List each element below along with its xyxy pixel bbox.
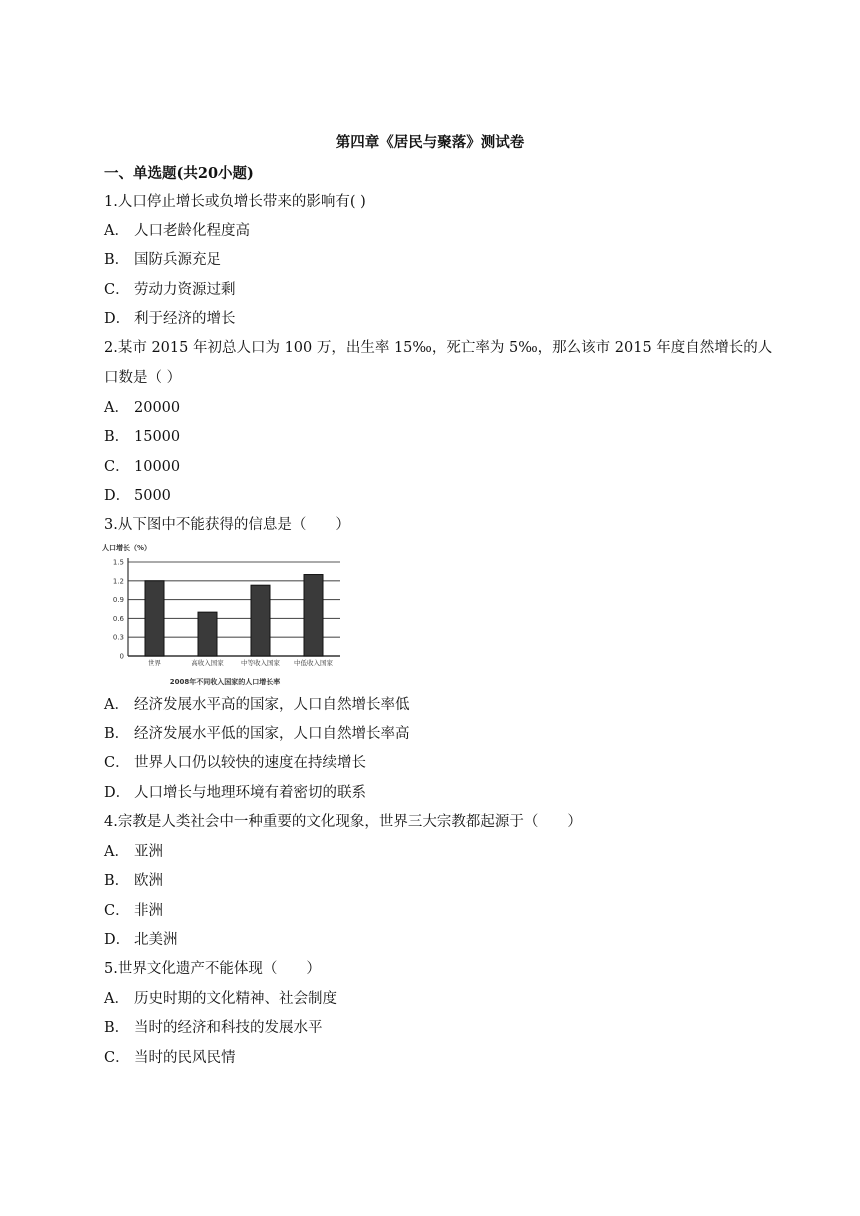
- answer-option: [104, 869, 163, 890]
- question-stem-line: 1.人口停止增长或负增长带来的影响有( ): [104, 194, 366, 210]
- y-tick-label: 0.3: [112, 633, 124, 642]
- option-text: 利于经济的增长: [134, 311, 236, 327]
- option-letter: D．: [104, 932, 131, 948]
- option-text: 人口增长与地理环境有着密切的联系: [134, 785, 366, 801]
- option-text: 亚洲: [134, 844, 163, 860]
- answer-option: [104, 1046, 236, 1067]
- option-text: 世界人口仍以较快的速度在持续增长: [134, 755, 366, 771]
- question-stem-line: 5.世界文化遗产不能体现（ ）: [104, 961, 321, 977]
- answer-option: [104, 396, 180, 417]
- option-text: 欧洲: [134, 873, 163, 889]
- answer-option: [104, 781, 366, 802]
- bar: [304, 575, 323, 656]
- option-letter: D．: [104, 785, 131, 801]
- option-text: 非洲: [134, 903, 163, 919]
- answer-option: [104, 278, 236, 299]
- answer-option: [104, 484, 171, 505]
- option-text: 历史时期的文化精神、社会制度: [134, 991, 337, 1007]
- option-letter: B．: [104, 726, 130, 742]
- option-letter: A．: [104, 223, 129, 239]
- answer-option: [104, 928, 178, 949]
- chart-labels: [148, 658, 334, 667]
- option-letter: A．: [104, 991, 129, 1007]
- question-stem-line: 2.某市 2015 年初总人口为 100 万，出生率 15‰，死亡率为 5‰，那么该市 2015 年度自然增长的人: [104, 340, 773, 356]
- answer-option: [104, 840, 163, 861]
- x-tick-label: 世界: [148, 659, 161, 667]
- option-letter: C．: [104, 1050, 130, 1066]
- option-text: 经济发展水平低的国家，人口自然增长率高: [134, 726, 410, 742]
- answer-option: [104, 219, 250, 240]
- x-tick-label: 高收入国家: [191, 659, 224, 667]
- option-letter: D．: [104, 311, 131, 327]
- option-text: 当时的经济和科技的发展水平: [134, 1020, 323, 1036]
- option-letter: C．: [104, 755, 130, 771]
- option-letter: B．: [104, 1020, 130, 1036]
- option-letter: C．: [104, 903, 130, 919]
- option-text: 当时的民风民情: [134, 1050, 236, 1066]
- answer-option: [104, 751, 366, 772]
- y-tick-label: 0.6: [112, 614, 124, 623]
- option-letter: B．: [104, 873, 130, 889]
- option-text: 10000: [134, 459, 181, 475]
- y-tick-label: 0.9: [112, 596, 124, 605]
- option-text: 5000: [134, 488, 171, 504]
- y-tick-label: 0: [119, 652, 124, 661]
- population-growth-chart: [100, 538, 350, 688]
- y-tick-label: 1.5: [112, 558, 124, 567]
- page-title: 第四章《居民与聚落》测试卷: [335, 134, 525, 151]
- question-stem-line: 3.从下图中不能获得的信息是（ ）: [104, 517, 350, 533]
- chart-ylabel: 人口增长（%）: [102, 544, 152, 552]
- option-letter: B．: [104, 429, 130, 445]
- option-letter: C．: [104, 459, 130, 475]
- chart-title: 2008年不同收入国家的人口增长率: [169, 678, 281, 686]
- bar: [251, 585, 270, 656]
- option-text: 北美洲: [134, 932, 178, 948]
- option-letter: B．: [104, 252, 130, 268]
- answer-option: [104, 722, 410, 743]
- option-text: 人口老龄化程度高: [134, 223, 250, 239]
- x-tick-label: 中等收入国家: [241, 659, 280, 667]
- option-text: 劳动力资源过剩: [134, 282, 236, 298]
- question-stem-line: 口数是（ ）: [104, 370, 182, 386]
- section-heading: 一、单选题(共20小题): [104, 165, 254, 182]
- option-text: 20000: [134, 400, 181, 416]
- answer-option: [104, 1016, 323, 1037]
- option-letter: A．: [104, 400, 129, 416]
- bar: [145, 581, 164, 656]
- x-tick-label: 中低收入国家: [294, 659, 333, 667]
- option-text: 国防兵源充足: [134, 252, 221, 268]
- option-letter: C．: [104, 282, 130, 298]
- question-stem-line: 4.宗教是人类社会中一种重要的文化现象，世界三大宗教都起源于（ ）: [104, 814, 582, 830]
- answer-option: [104, 987, 337, 1008]
- option-text: 经济发展水平高的国家，人口自然增长率低: [134, 697, 410, 713]
- option-letter: D．: [104, 488, 131, 504]
- answer-option: [104, 899, 163, 920]
- option-letter: A．: [104, 697, 129, 713]
- chart-bars: [145, 575, 323, 656]
- answer-option: [104, 425, 180, 446]
- answer-option: [104, 455, 180, 476]
- option-letter: A．: [104, 844, 129, 860]
- option-text: 15000: [134, 429, 181, 445]
- y-tick-label: 1.2: [112, 577, 124, 586]
- bar: [198, 612, 217, 656]
- answer-option: [104, 693, 410, 714]
- answer-option: [104, 307, 236, 328]
- answer-option: [104, 248, 221, 269]
